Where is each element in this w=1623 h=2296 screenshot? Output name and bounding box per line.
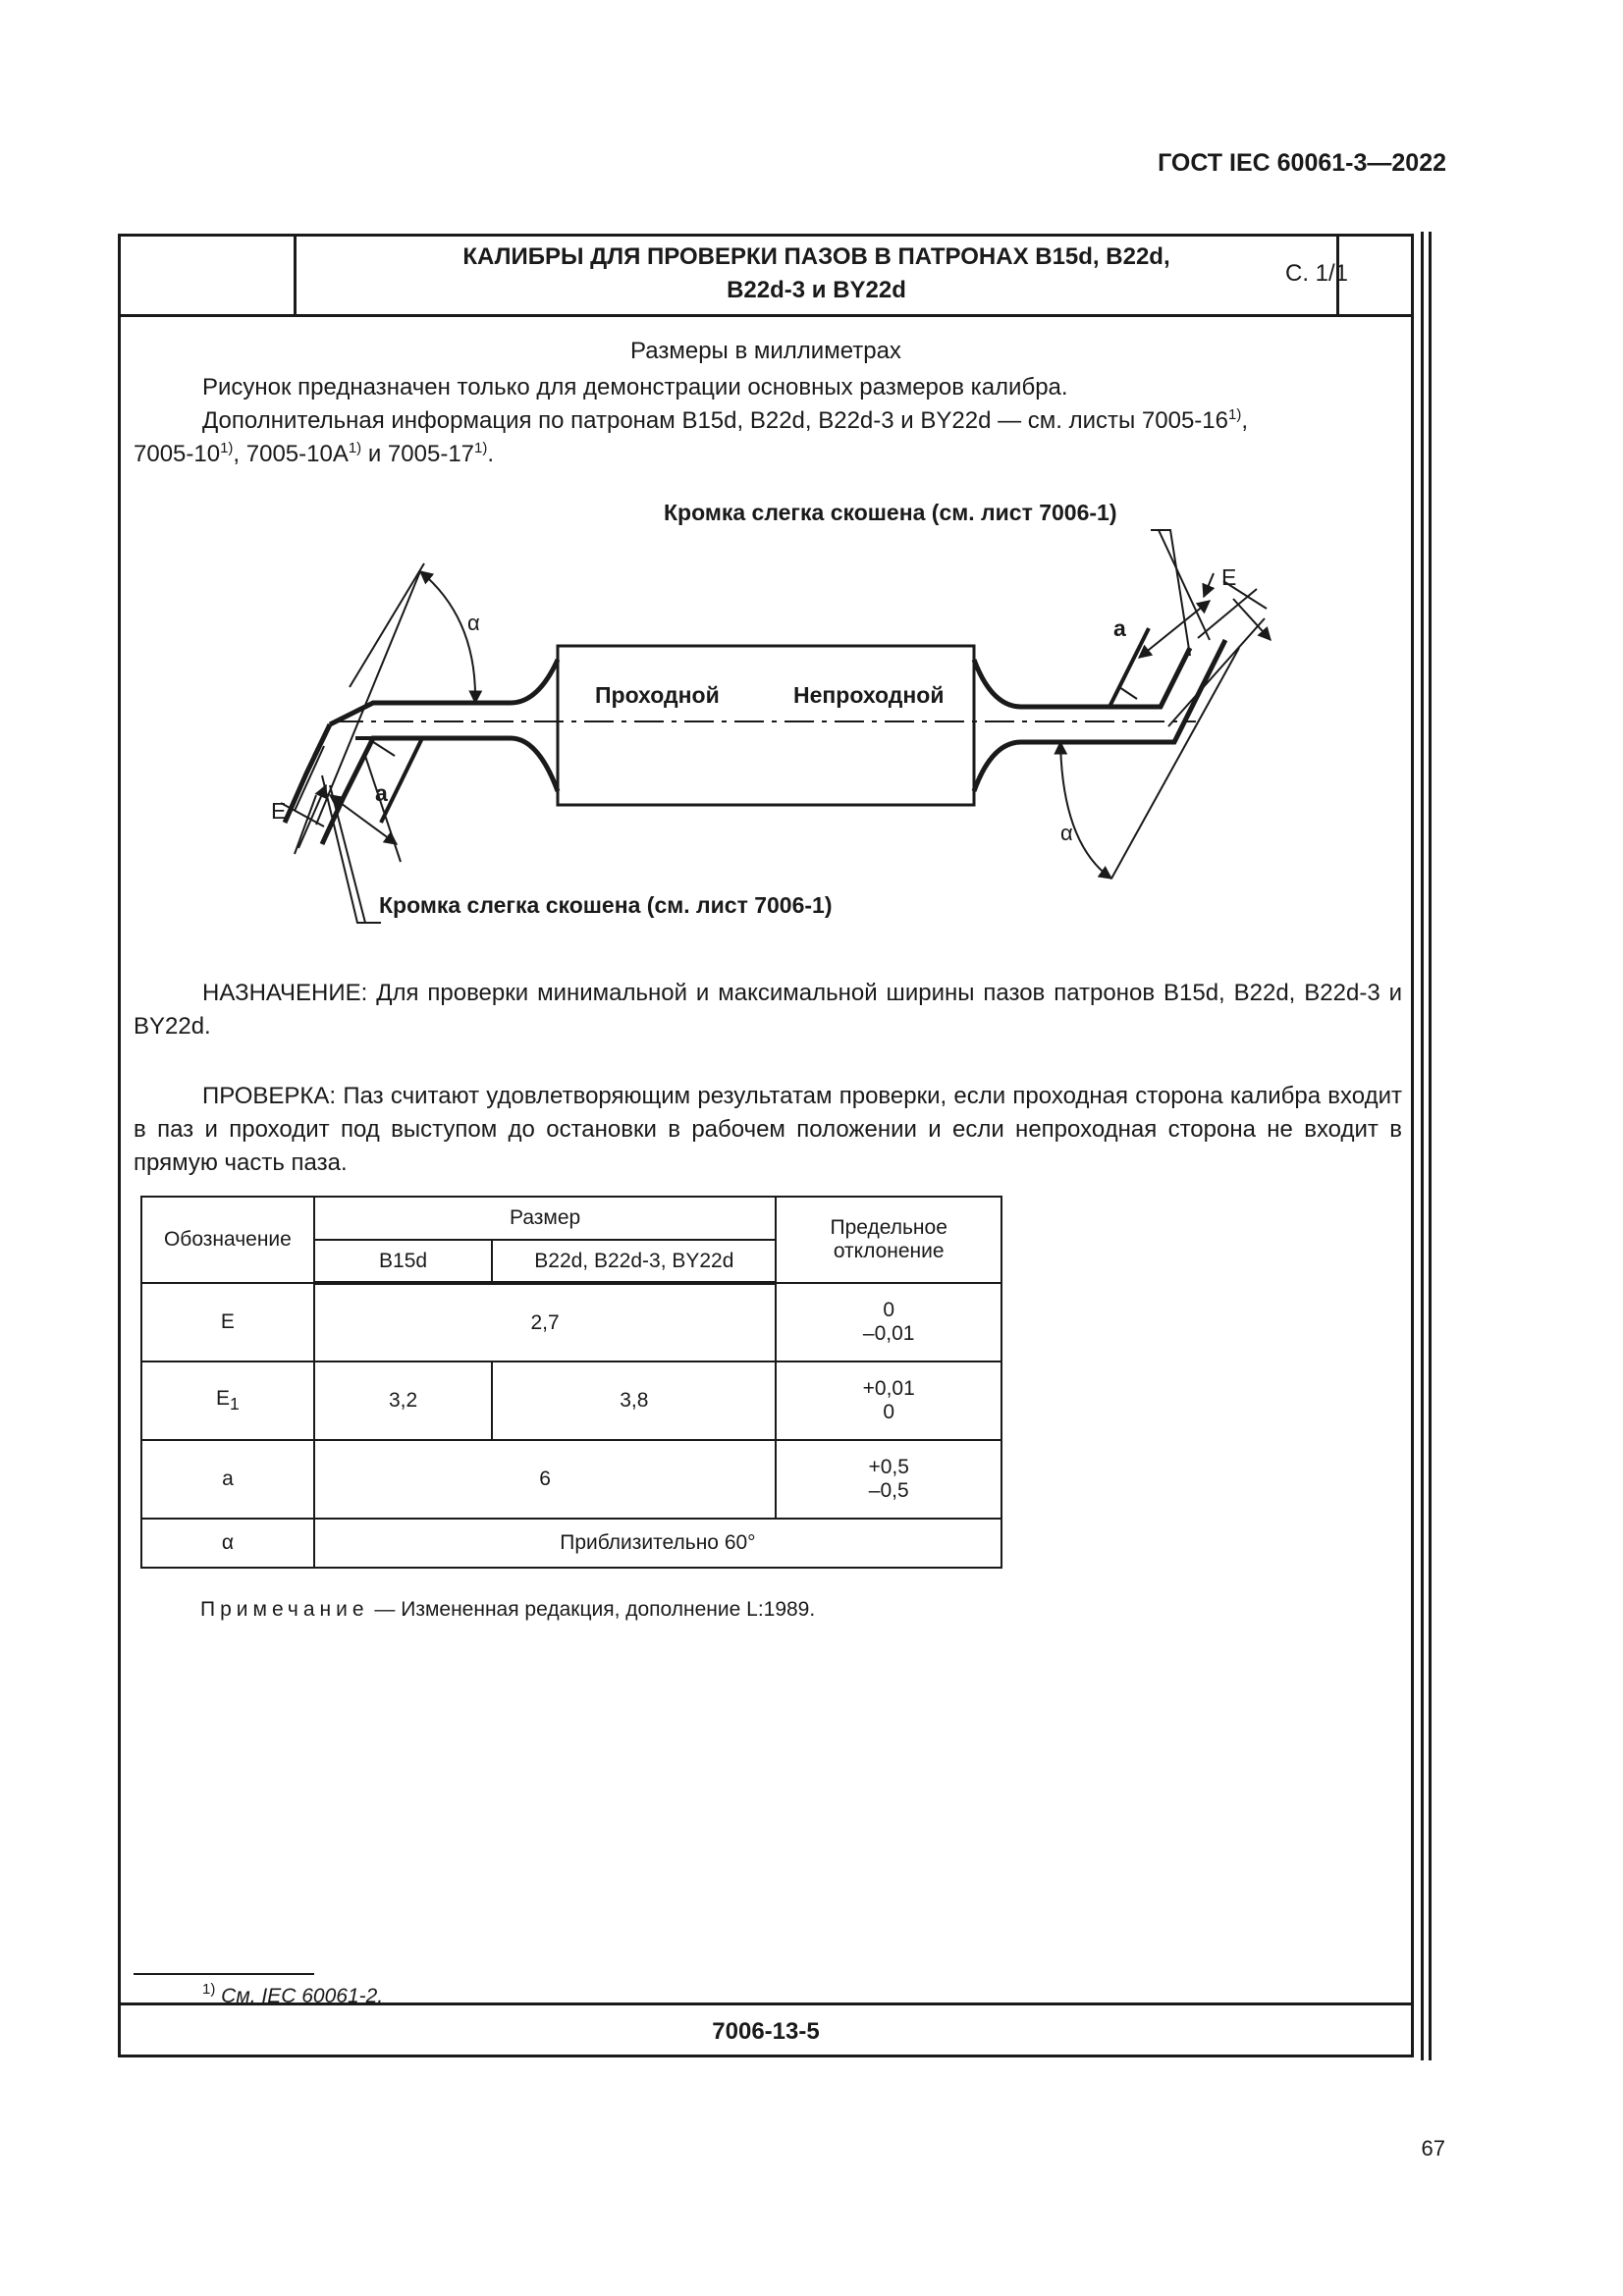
sheet-number: 7006-13-5 bbox=[118, 2002, 1414, 2057]
note bbox=[200, 1598, 815, 1622]
tolerance-cell: +0,5 –0,5 bbox=[776, 1440, 1001, 1519]
designation-cell: a bbox=[141, 1440, 314, 1519]
header-b15d: B15d bbox=[314, 1240, 492, 1283]
size-cell-b15d: 3,2 bbox=[314, 1362, 492, 1440]
footnote-ref: 1) bbox=[1227, 406, 1242, 423]
dimensions-note: Размеры в миллиметрах bbox=[630, 338, 901, 364]
header-tolerance: Предельное отклонение bbox=[776, 1197, 1001, 1283]
a-left-label: a bbox=[375, 780, 388, 806]
a-right-label: a bbox=[1113, 615, 1126, 641]
dimension-table bbox=[140, 1196, 1002, 1569]
left-shaft-bottom bbox=[322, 738, 558, 844]
check-text: ПРОВЕРКА: Паз считают удовлетворяющим результатам проверки, если проходная сторона калибра входит в паз и проходит под выступом до остановки в рабочем положении и если непроходная сторона не входит в прямую часть паза. bbox=[134, 1083, 1402, 1176]
designation-cell: $E_1$ bbox=[141, 1362, 314, 1440]
document-code: ГОСТ IEC 60061-3—2022 bbox=[1158, 149, 1446, 177]
title-line-1: КАЛИБРЫ ДЛЯ ПРОВЕРКИ ПАЗОВ В ПАТРОНАХ B15d, B22d, bbox=[462, 243, 1170, 270]
gauge-body bbox=[558, 646, 974, 805]
purpose-text: НАЗНАЧЕНИЕ: Для проверки минимальной и максимальной ширины пазов патронов B15d, B22d, B22d-3 и BY22d. bbox=[134, 980, 1402, 1040]
footnote: $^{1)}$ См. IEC 60061-2. bbox=[202, 1981, 384, 2007]
chamfer-label-bottom: Кромка слегка скошена (см. лист 7006-1) bbox=[379, 892, 833, 918]
size-cell-b22d: 3,8 bbox=[492, 1362, 776, 1440]
note-label: Примечание bbox=[200, 1598, 369, 1621]
footnote-ref: 1) bbox=[348, 440, 362, 456]
right-shaft-bottom bbox=[974, 640, 1225, 791]
gauge-drawing bbox=[0, 0, 1623, 982]
size-cell: Приблизительно 60° bbox=[314, 1519, 1001, 1568]
table-row bbox=[141, 1362, 1001, 1440]
intro-line-2: Дополнительная информация по патронам B15d, B22d, B22d-3 и BY22d — см. листы 7005-16$^{1)}$, bbox=[202, 406, 1248, 434]
size-cell: 6 bbox=[314, 1440, 777, 1519]
sheet-index: С. 1/1 bbox=[1284, 260, 1349, 287]
header-b22d: B22d, B22d-3, BY22d bbox=[492, 1240, 776, 1283]
header-designation: Обозначение bbox=[141, 1197, 314, 1283]
table-row bbox=[141, 1283, 1001, 1362]
chamfer-label-top: Кромка слегка скошена (см. лист 7006-1) bbox=[664, 500, 1117, 525]
go-side-label: Проходной bbox=[595, 682, 720, 708]
designation-cell: E bbox=[141, 1283, 314, 1362]
right-shaft-top bbox=[974, 648, 1190, 707]
leader-left bbox=[365, 756, 401, 862]
header-size: Размер bbox=[314, 1197, 777, 1240]
E-left-label: E bbox=[271, 798, 287, 824]
designation-cell: α bbox=[141, 1519, 314, 1568]
nogo-side-label: Непроходной bbox=[793, 682, 945, 708]
footnote-ref: 1) bbox=[474, 440, 488, 456]
tolerance-cell: 0 –0,01 bbox=[776, 1283, 1001, 1362]
size-cell: 2,7 bbox=[314, 1283, 777, 1362]
tolerance-cell: +0,01 0 bbox=[776, 1362, 1001, 1440]
table-row bbox=[141, 1519, 1001, 1568]
E-right-label: E bbox=[1221, 564, 1237, 590]
alpha-left-label: α bbox=[467, 611, 480, 635]
intro-line-3: 7005-10$^{1)}$, $7005-10A^{1)}$ и 7005-17$^{1)}$. bbox=[134, 440, 495, 467]
table-row bbox=[141, 1440, 1001, 1519]
left-shaft-top bbox=[330, 660, 558, 724]
intro-line-1: Рисунок предназначен только для демонстрации основных размеров калибра. bbox=[202, 374, 1068, 400]
page-number: 67 bbox=[1421, 2136, 1445, 2161]
title-line-2: B22d-3 и BY22d bbox=[727, 277, 906, 303]
note-text: — Измененная редакция, дополнение L:1989. bbox=[368, 1598, 816, 1621]
footnote-rule bbox=[134, 1973, 314, 1975]
footnote-ref: 1) bbox=[220, 440, 234, 456]
alpha-right-label: α bbox=[1060, 821, 1073, 845]
